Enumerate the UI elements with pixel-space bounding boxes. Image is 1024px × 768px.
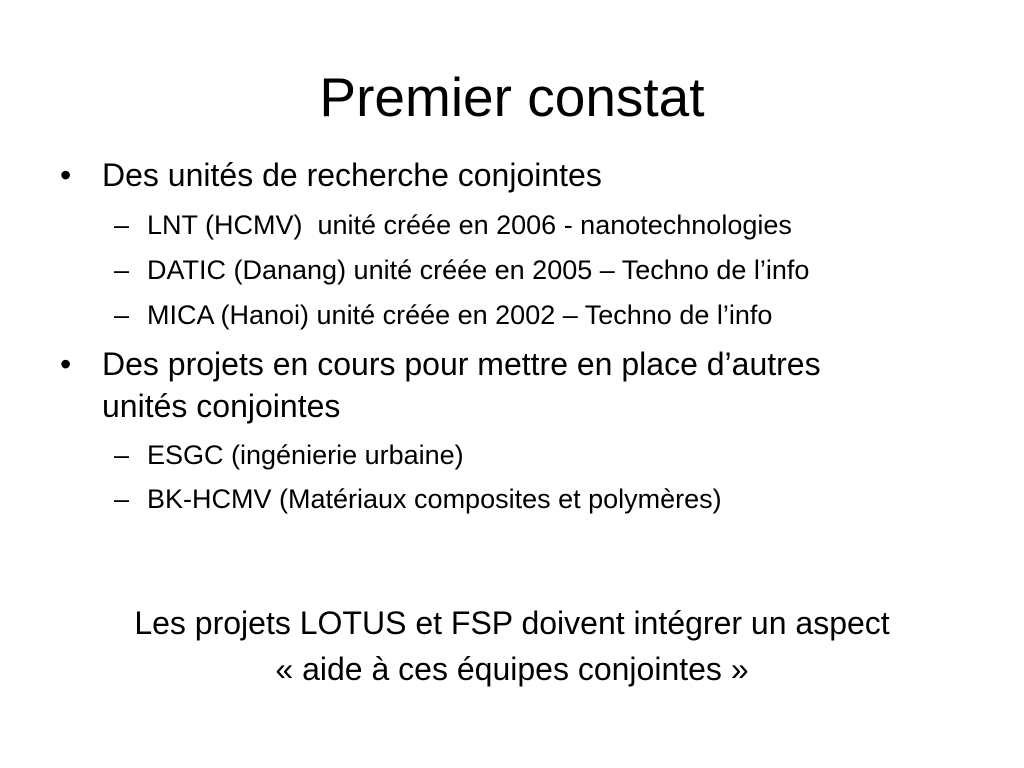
footer-line: Les projets LOTUS et FSP doivent intégrer un aspect bbox=[134, 605, 890, 641]
sub-bullet-item bbox=[114, 207, 792, 243]
bullet-icon: • bbox=[60, 157, 72, 193]
dash-icon: – bbox=[114, 210, 130, 240]
slide-title: Premier constat bbox=[319, 66, 705, 128]
dash-icon: – bbox=[114, 440, 130, 470]
sub-bullet-text: DATIC (Danang) unité créée en 2005 – Techno de l’info bbox=[147, 255, 810, 285]
dash-icon: – bbox=[114, 300, 130, 330]
bullet-text: unités conjointes bbox=[102, 388, 341, 424]
bullet-item bbox=[60, 343, 821, 385]
sub-bullet-text: BK-HCMV (Matériaux composites et polymères) bbox=[147, 484, 722, 514]
sub-bullet-text: ESGC (ingénierie urbaine) bbox=[147, 440, 464, 470]
sub-bullet-text: LNT (HCMV) unité créée en 2006 - nanotechnologies bbox=[147, 210, 792, 240]
sub-bullet-item bbox=[114, 481, 722, 517]
footer-line: « aide à ces équipes conjointes » bbox=[275, 651, 749, 687]
bullet-item-continuation bbox=[102, 385, 340, 427]
bullet-item bbox=[60, 154, 602, 196]
sub-bullet-item bbox=[114, 252, 810, 288]
slide-footer-note bbox=[0, 600, 1024, 692]
bullet-text: Des unités de recherche conjointes bbox=[102, 157, 602, 193]
bullet-icon: • bbox=[60, 346, 72, 382]
dash-icon: – bbox=[114, 484, 130, 514]
dash-icon: – bbox=[114, 255, 130, 285]
bullet-text: Des projets en cours pour mettre en place d’autres bbox=[102, 346, 821, 382]
sub-bullet-item bbox=[114, 297, 773, 333]
sub-bullet-text: MICA (Hanoi) unité créée en 2002 – Techno de l’info bbox=[147, 300, 773, 330]
sub-bullet-item bbox=[114, 437, 464, 473]
